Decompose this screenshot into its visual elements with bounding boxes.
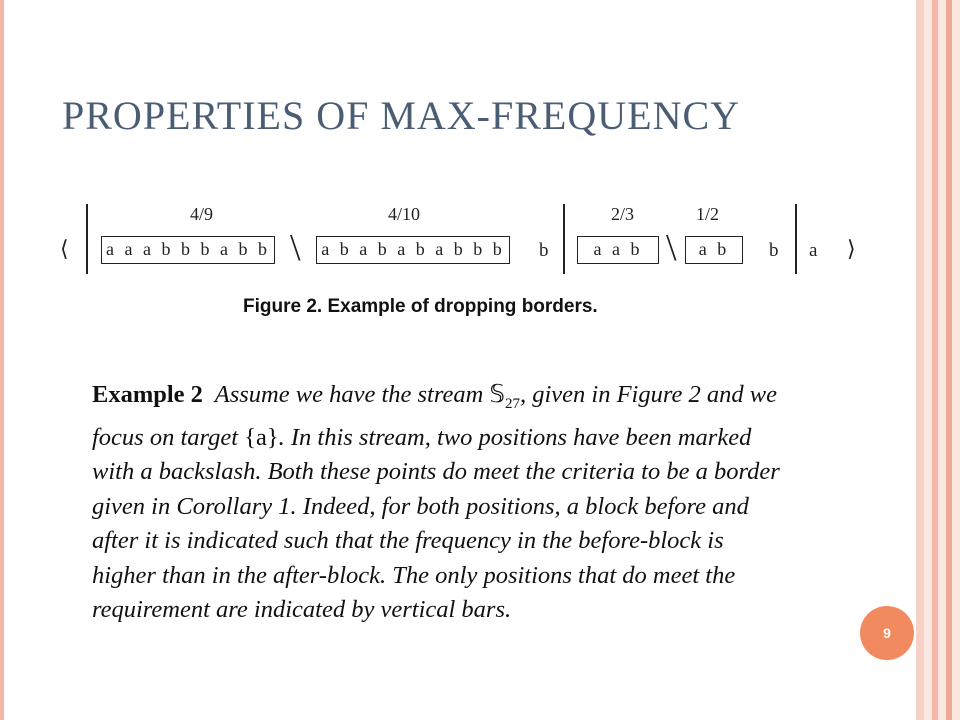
page-number-badge: 9 <box>860 606 914 660</box>
block: a b a b a b a b b b <box>316 236 510 264</box>
stream-figure <box>58 196 878 286</box>
block: a a a b b b a b b <box>101 236 275 264</box>
slide-title: PROPERTIES OF MAX-FREQUENCY <box>62 93 741 138</box>
figure-caption: Figure 2. Example of dropping borders. <box>243 296 598 317</box>
loose-symbol: a <box>809 240 818 261</box>
border-bar <box>795 204 797 274</box>
border-bar <box>86 204 88 274</box>
backslash-mark: \ <box>666 227 677 269</box>
stream-subscript: 27 <box>504 395 520 412</box>
block: a b <box>685 236 743 264</box>
example-label: Example 2 <box>92 380 203 408</box>
loose-symbol: b <box>539 240 549 261</box>
target-set: {a} <box>244 423 279 451</box>
block: a a b <box>577 236 659 264</box>
right-frame-stripes <box>916 0 960 720</box>
border-bar <box>563 204 565 274</box>
example-text: Assume we have the stream <box>214 380 490 408</box>
fraction-label: 4/10 <box>388 204 421 224</box>
left-frame-stripe <box>0 0 4 720</box>
backslash-mark: \ <box>290 227 301 269</box>
example-text: , given in Figure 2 and we focus on target <box>92 380 777 451</box>
close-bracket: ⟩ <box>847 236 856 261</box>
stream-symbol: 𝕊 <box>489 380 505 408</box>
fraction-label: 1/2 <box>696 204 720 224</box>
open-bracket: ⟨ <box>60 236 69 261</box>
fraction-label: 2/3 <box>611 204 635 224</box>
example-text: meet the criteria to be a border given in Corollary 1. Indeed, for both positions, a block before and after it is indicated such that the frequency in the before-block is higher than in the after-block. The only positions that do meet the requirement are indicated by vertical bars. <box>92 458 780 624</box>
fraction-label: 4/9 <box>190 204 214 224</box>
example-text: . In this stream, two positions have been marked with a backslash. Both these points do <box>92 423 752 486</box>
loose-symbol: b <box>769 240 779 261</box>
example-paragraph <box>92 378 792 628</box>
